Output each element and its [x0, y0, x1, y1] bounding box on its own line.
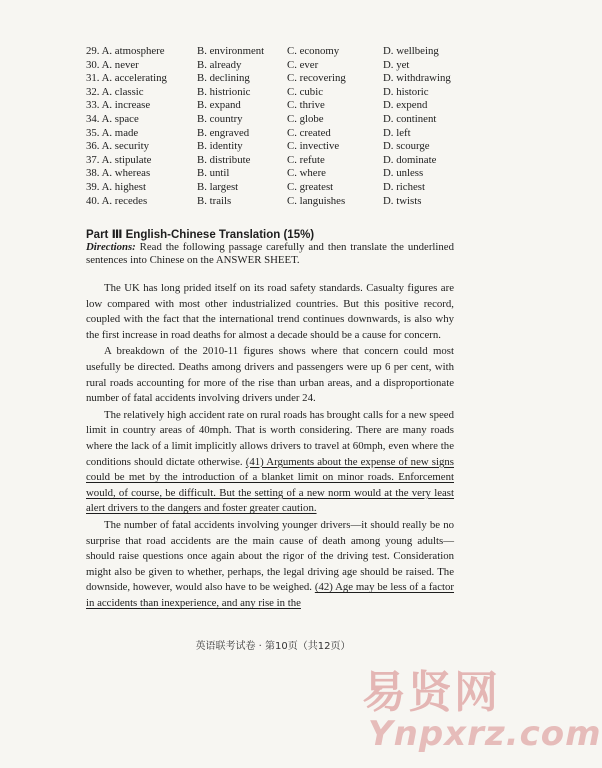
paragraph-3-text: The relatively high accident rate on rural roads has brought calls for a new speed limit in country areas of 40mph. That is worth considering. There are many roads where the lack of a limit implicitly allows drivers to travel at 60mph, even where the conditions should dictate otherwise.	[86, 408, 454, 468]
directions-text: Read the following passage carefully and then translate the underlined sentences into Chinese on the ANSWER SHEET.	[86, 241, 454, 267]
option-choice: 34. A. space	[86, 112, 139, 125]
option-row	[86, 140, 466, 154]
option-choice: B. environment	[197, 45, 265, 57]
option-choice: 39. A. highest	[86, 180, 146, 193]
option-choice: C. where	[287, 167, 326, 180]
option-choice: C. created	[287, 126, 331, 139]
directions	[86, 241, 454, 267]
option-choice: B. expand	[197, 99, 241, 112]
underlined-sentence-41: (41) Arguments about the expense of new signs could be met by the introduction of a blanket limit on minor roads. Enforcement would, of course, be difficult. But the setting of a new norm would at the very least alert drivers to the dangers and foster greater caution.	[86, 455, 454, 515]
option-row	[86, 99, 466, 113]
watermark-logo-cn: 易贤网	[362, 667, 500, 718]
option-choice: C. invective	[287, 140, 340, 153]
option-choice: D. wellbeing	[383, 45, 439, 57]
part-title: Part Ⅲ English-Chinese Translation (15%)	[86, 229, 315, 241]
option-choice: B. engraved	[197, 126, 250, 139]
option-choice: B. histrionic	[197, 85, 251, 98]
option-row	[86, 195, 466, 209]
option-choice: D. scourge	[383, 140, 430, 153]
option-row	[86, 181, 466, 195]
option-choice: C. languishes	[287, 194, 346, 207]
option-row	[86, 59, 466, 73]
option-row	[86, 45, 466, 59]
option-row	[86, 86, 466, 100]
paragraph-4	[86, 518, 454, 612]
option-choice: B. declining	[197, 72, 250, 85]
option-choice: C. economy	[287, 45, 340, 57]
option-choice: B. until	[197, 167, 230, 180]
option-choice: 32. A. classic	[86, 85, 144, 98]
option-row	[86, 167, 466, 181]
option-choice: C. thrive	[287, 99, 325, 112]
option-choice: D. continent	[383, 112, 437, 125]
option-choice: C. cubic	[287, 85, 323, 98]
option-choice: D. expend	[383, 99, 428, 112]
option-choice: C. refute	[287, 153, 325, 166]
option-choice: B. country	[197, 112, 243, 125]
option-choice: B. already	[197, 58, 242, 71]
paragraph-1: The UK has long prided itself on its road safety standards. Casualty figures are low compared with most other industrialized countries. But this positive record, coupled with the fact that the international trend continues downwards, is also why the first increase in road deaths for almost a decade should be a cause for concern.	[86, 282, 454, 341]
answer-options-table	[86, 45, 466, 208]
paragraph-3	[86, 408, 454, 517]
paragraph-4-text: The number of fatal accidents involving younger drivers—it should really be no surprise that road accidents are the main cause of death among young adults—should raise questions once again about the rigor of the driving test. Consideration might also be given to whether, perhaps, the legal driving age should be raised. The downside, however, would also have to be weighed.	[86, 518, 454, 594]
option-choice: B. trails	[197, 194, 232, 207]
paragraph-2: A breakdown of the 2010-11 figures shows where that concern could most usefully be directed. Deaths among drivers and passengers were up 6 per cent, with rural roads accounting for more of the rise than urban areas, and a disproportionate number of fatal accidents involving drivers under 24.	[86, 345, 454, 405]
option-choice: C. greatest	[287, 180, 334, 193]
option-choice: D. withdrawing	[383, 72, 451, 85]
option-choice: D. twists	[383, 194, 422, 207]
option-choice: D. richest	[383, 180, 425, 193]
directions-label: Directions:	[86, 241, 136, 253]
option-choice: D. unless	[383, 167, 424, 180]
option-choice: D. historic	[383, 85, 429, 98]
option-choice: C. ever	[287, 58, 319, 71]
option-choice: 35. A. made	[86, 126, 139, 139]
option-row	[86, 72, 466, 86]
option-choice: 36. A. security	[86, 140, 149, 153]
option-choice: C. recovering	[287, 72, 346, 85]
option-row	[86, 113, 466, 127]
option-choice: 40. A. recedes	[86, 194, 148, 207]
option-choice: C. globe	[287, 112, 324, 125]
watermark-logo-en: Ynpxrz.com	[368, 714, 602, 754]
option-choice: 30. A. never	[86, 58, 139, 71]
option-choice: D. yet	[383, 58, 410, 71]
option-choice: 33. A. increase	[86, 99, 151, 112]
option-choice: 38. A. whereas	[86, 167, 151, 180]
option-choice: 37. A. stipulate	[86, 153, 152, 166]
underlined-sentence-42: (42) Age may be less of a factor in accidents than inexperience, and any rise in the	[86, 581, 455, 609]
option-choice: 29. A. atmosphere	[86, 45, 165, 57]
option-row	[86, 127, 466, 141]
option-choice: 31. A. accelerating	[86, 72, 167, 85]
page-footer: 英语联考试卷 · 第10页（共12页）	[195, 641, 351, 652]
option-choice: D. dominate	[383, 153, 437, 166]
option-row	[86, 154, 466, 168]
reading-passage	[86, 281, 454, 612]
option-choice: B. identity	[197, 140, 243, 153]
option-choice: B. distribute	[197, 153, 251, 166]
option-choice: D. left	[383, 126, 411, 139]
option-choice: B. largest	[197, 180, 239, 193]
